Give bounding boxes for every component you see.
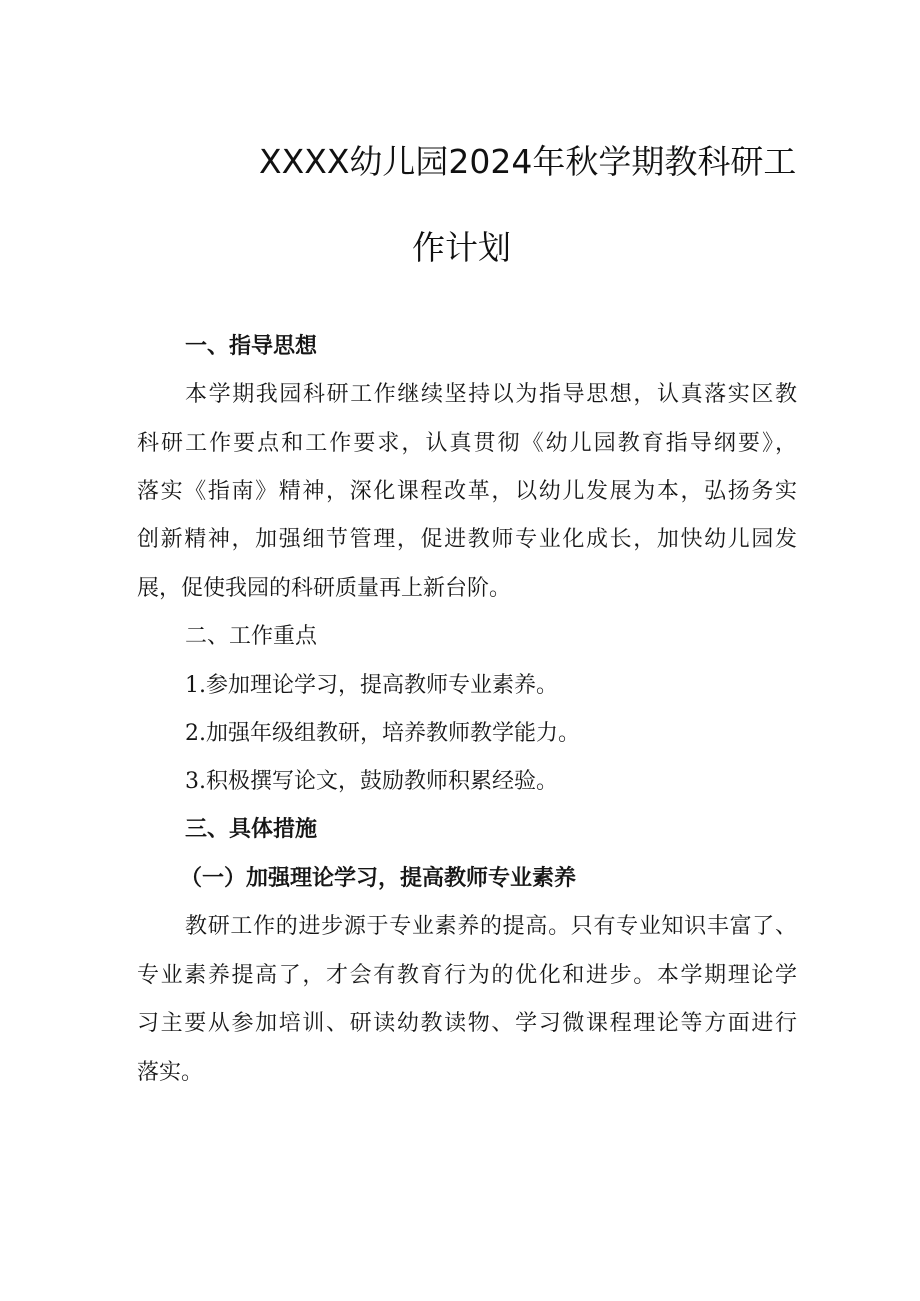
section-3-paragraph-line-1: 教研工作的进步源于专业素养的提高。只有专业知识丰富了、	[185, 914, 797, 939]
section-3-paragraph-line-4: 落实。	[137, 1060, 204, 1085]
section-3-heading: 三、具体措施	[185, 817, 318, 842]
section-3-subheading: （一）加强理论学习，提高教师专业素养	[180, 866, 577, 891]
section-1-paragraph-line-2: 科研工作要点和工作要求，认真贯彻《幼儿园教育指导纲要》，	[137, 431, 797, 456]
section-3-paragraph-line-2: 专业素养提高了，才会有教育行为的优化和进步。本学期理论学	[137, 963, 797, 988]
section-1-heading: 一、指导思想	[185, 334, 318, 359]
section-2-item-1: 1.参加理论学习，提高教师专业素养。	[185, 673, 558, 698]
document-title-line-2: 作计划	[412, 228, 511, 267]
section-3-paragraph-line-3: 习主要从参加培训、研读幼教读物、学习微课程理论等方面进行	[137, 1011, 797, 1036]
section-2-heading: 二、工作重点	[185, 624, 318, 649]
section-2-item-3: 3.积极撰写论文，鼓励教师积累经验。	[185, 769, 558, 794]
section-1-paragraph-line-1: 本学期我园科研工作继续坚持以为指导思想，认真落实区教	[185, 382, 797, 407]
section-1-paragraph-line-3: 落实《指南》精神，深化课程改革，以幼儿发展为本，弘扬务实	[137, 479, 797, 504]
document-title-line-1: XXXX幼儿园2024年秋学期教科研工	[259, 142, 797, 181]
section-2-item-2: 2.加强年级组教研，培养教师教学能力。	[185, 721, 580, 746]
section-1-paragraph-line-5: 展，促使我园的科研质量再上新台阶。	[137, 576, 512, 601]
section-1-paragraph-line-4: 创新精神，加强细节管理，促进教师专业化成长，加快幼儿园发	[137, 527, 797, 552]
